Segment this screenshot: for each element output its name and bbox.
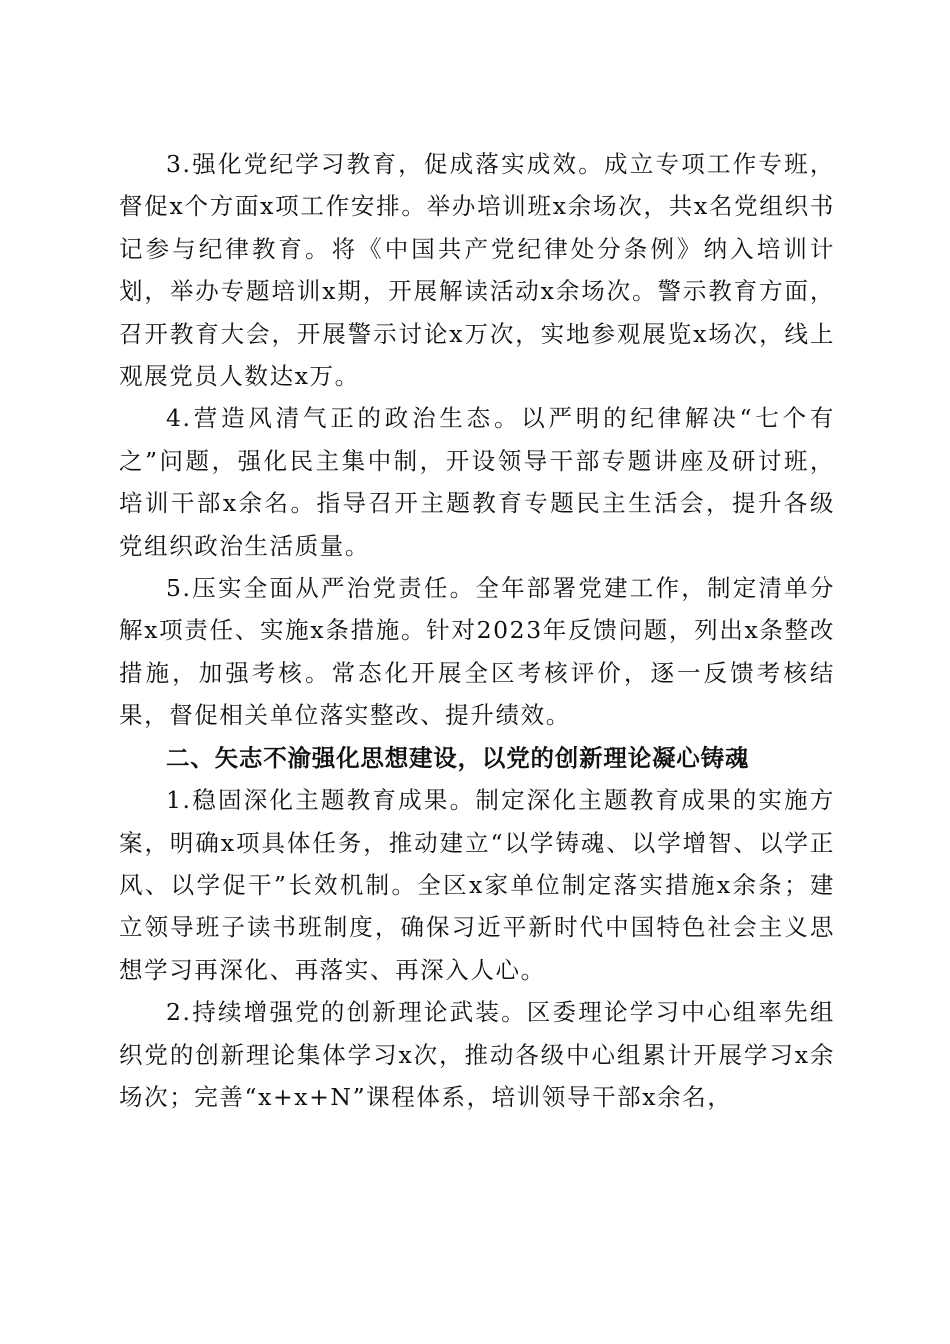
- paragraph-item-3: 3.强化党纪学习教育，促成落实成效。成立专项工作专班，督促x个方面x项工作安排。举办培训班x余场次，共x名党组织书记参与纪律教育。将《中国共产党纪律处分条例》纳入培训计划，举办专题培训x期，开展解读活动x余场次。警示教育方面，召开教育大会，开展警示讨论x万次，实地参观展览x场次，线上观展党员人数达x万。: [119, 150, 835, 391]
- document-body: [119, 143, 835, 1118]
- section-paragraph-1: 1.稳固深化主题教育成果。制定深化主题教育成果的实施方案，明确x项具体任务，推动建立“以学铸魂、以学增智、以学正风、以学促干”长效机制。全区x家单位制定落实措施x余条；建立领导班子读书班制度，确保习近平新时代中国特色社会主义思想学习再深化、再落实、再深入人心。: [119, 786, 835, 984]
- section-heading: 二、矢志不渝强化思想建设，以党的创新理论凝心铸魂: [166, 743, 750, 772]
- section-paragraph-2: 2.持续增强党的创新理论武装。区委理论学习中心组率先组织党的创新理论集体学习x次，推动各级中心组累计开展学习x余场次；完善“x+x+N”课程体系，培训领导干部x余名，: [119, 998, 835, 1111]
- paragraph-item-4: 4.营造风清气正的政治生态。以严明的纪律解决“七个有之”问题，强化民主集中制，开设领导干部专题讲座及研讨班，培训干部x余名。指导召开主题教育专题民主生活会，提升各级党组织政治生活质量。: [119, 404, 835, 560]
- paragraph-item-5: 5.压实全面从严治党责任。全年部署党建工作，制定清单分解x项责任、实施x条措施。针对2023年反馈问题，列出x条整改措施，加强考核。常态化开展全区考核评价，逐一反馈考核结果，督促相关单位落实整改、提升绩效。: [119, 574, 835, 730]
